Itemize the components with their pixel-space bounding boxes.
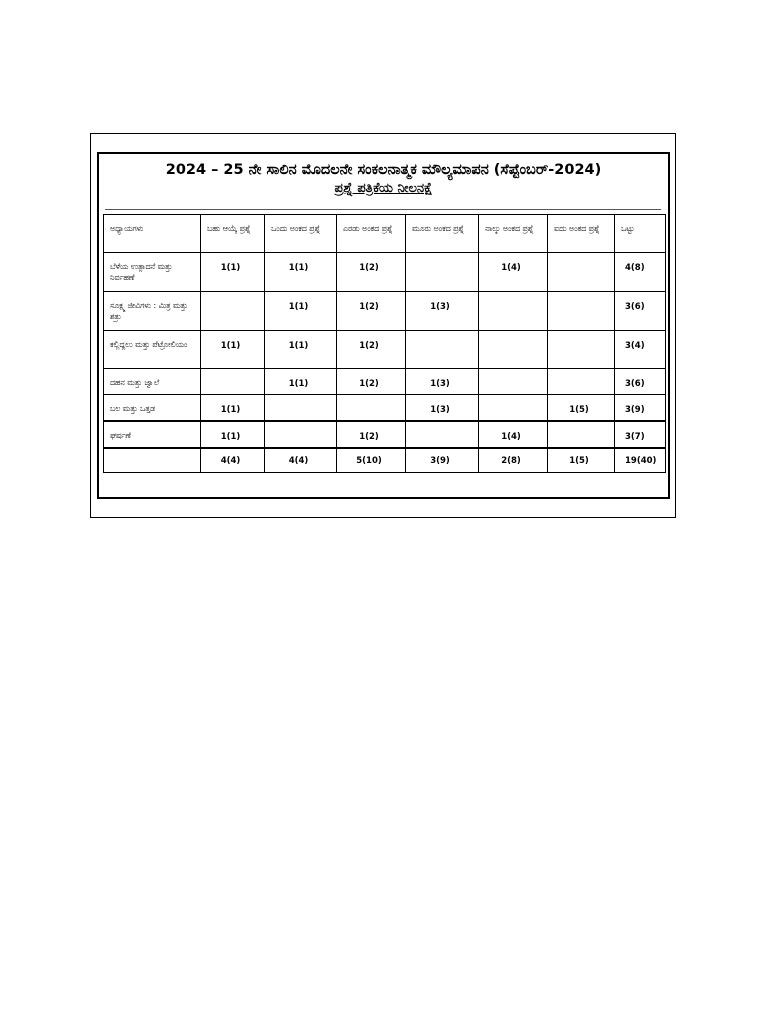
- five-mark-cell: [548, 331, 615, 369]
- title-divider: [105, 209, 661, 210]
- table-row: [104, 369, 666, 395]
- two-mark-cell: 1(2): [337, 253, 406, 292]
- one-mark-cell: [265, 395, 337, 421]
- one-mark-total-cell: 4(4): [265, 448, 337, 473]
- table-row: [104, 395, 666, 421]
- header-row: [104, 215, 666, 253]
- chapter-cell: ಸೂಕ್ಷ್ಮ ಜೀವಿಗಳು : ಮಿತ್ರ ಮತ್ತು ಶತ್ರು: [104, 292, 201, 331]
- two-mark-cell: 1(2): [337, 331, 406, 369]
- five-mark-cell: [548, 421, 615, 448]
- chapter-cell: ಕಲ್ಲಿದ್ದಲು ಮತ್ತು ಪೆಟ್ರೋಲಿಯಂ: [104, 331, 201, 369]
- header-total: ಒಟ್ಟು: [615, 215, 666, 253]
- chapter-cell: ಬಲ ಮತ್ತು ಒತ್ತಡ: [104, 395, 201, 421]
- four-mark-cell: 1(4): [479, 421, 548, 448]
- header-chapters: ಅಧ್ಯಾಯಗಳು: [104, 215, 201, 253]
- one-mark-cell: [265, 421, 337, 448]
- three-mark-cell: 1(3): [406, 395, 479, 421]
- mcq-total-cell: 4(4): [201, 448, 265, 473]
- three-mark-cell: [406, 331, 479, 369]
- grand-total-cell: 19(40): [615, 448, 666, 473]
- header-three-mark: ಮೂರು ಅಂಕದ ಪ್ರಶ್ನೆ: [406, 215, 479, 253]
- three-mark-cell: [406, 421, 479, 448]
- four-mark-cell: [479, 369, 548, 395]
- chapter-cell: ಘರ್ಷಣೆ: [104, 421, 201, 448]
- header-two-mark: ಎರಡು ಅಂಕದ ಪ್ರಶ್ನೆ: [337, 215, 406, 253]
- mcq-cell: [201, 369, 265, 395]
- total-cell: 3(6): [615, 292, 666, 331]
- header-five-mark: ಐದು ಅಂಕದ ಪ್ರಶ್ನೆ: [548, 215, 615, 253]
- header-one-mark: ಒಂದು ಅಂಕದ ಪ್ರಶ್ನೆ: [265, 215, 337, 253]
- chapter-cell: ದಹನ ಮತ್ತು ಜ್ವಾಲೆ: [104, 369, 201, 395]
- mcq-cell: [201, 292, 265, 331]
- four-mark-cell: [479, 331, 548, 369]
- one-mark-cell: 1(1): [265, 292, 337, 331]
- two-mark-total-cell: 5(10): [337, 448, 406, 473]
- document-subtitle: ಪ್ರಶ್ನೆ ಪತ್ರಿಕೆಯ ನೀಲನಕ್ಷೆ: [334, 181, 433, 196]
- four-mark-cell: 1(4): [479, 253, 548, 292]
- one-mark-cell: 1(1): [265, 331, 337, 369]
- three-mark-cell: 1(3): [406, 292, 479, 331]
- two-mark-cell: 1(2): [337, 292, 406, 331]
- mcq-cell: 1(1): [201, 253, 265, 292]
- title-block: [99, 160, 668, 198]
- table-row: [104, 331, 666, 369]
- three-mark-cell: [406, 253, 479, 292]
- total-cell: 3(9): [615, 395, 666, 421]
- two-mark-cell: [337, 395, 406, 421]
- five-mark-cell: [548, 253, 615, 292]
- one-mark-cell: 1(1): [265, 253, 337, 292]
- header-mcq: ಬಹು ಆಯ್ಕೆ ಪ್ರಶ್ನೆ: [201, 215, 265, 253]
- five-mark-cell: [548, 292, 615, 331]
- three-mark-total-cell: 3(9): [406, 448, 479, 473]
- totals-label-cell: [104, 448, 201, 473]
- five-mark-total-cell: 1(5): [548, 448, 615, 473]
- four-mark-cell: [479, 292, 548, 331]
- four-mark-cell: [479, 395, 548, 421]
- totals-row: [104, 448, 666, 473]
- four-mark-total-cell: 2(8): [479, 448, 548, 473]
- mcq-cell: 1(1): [201, 395, 265, 421]
- total-cell: 3(7): [615, 421, 666, 448]
- two-mark-cell: 1(2): [337, 369, 406, 395]
- document-title: 2024 – 25 ನೇ ಸಾಲಿನ ಮೊದಲನೇ ಸಂಕಲನಾತ್ಮಕ ಮೌಲ್ಯಮಾಪನ (ಸೆಪ್ಟೆಂಬರ್-2024): [165, 162, 602, 178]
- table-row: [104, 253, 666, 292]
- five-mark-cell: [548, 369, 615, 395]
- five-mark-cell: 1(5): [548, 395, 615, 421]
- blueprint-table: [103, 214, 666, 473]
- total-cell: 3(6): [615, 369, 666, 395]
- table-row: [104, 292, 666, 331]
- table-row: [104, 421, 666, 448]
- two-mark-cell: 1(2): [337, 421, 406, 448]
- total-cell: 4(8): [615, 253, 666, 292]
- total-cell: 3(4): [615, 331, 666, 369]
- three-mark-cell: 1(3): [406, 369, 479, 395]
- one-mark-cell: 1(1): [265, 369, 337, 395]
- mcq-cell: 1(1): [201, 421, 265, 448]
- header-four-mark: ನಾಲ್ಕು ಅಂಕದ ಪ್ರಶ್ನೆ: [479, 215, 548, 253]
- chapter-cell: ಬೆಳೆಯ ಉತ್ಪಾದನೆ ಮತ್ತು ನಿರ್ವಹಣೆ: [104, 253, 201, 292]
- mcq-cell: 1(1): [201, 331, 265, 369]
